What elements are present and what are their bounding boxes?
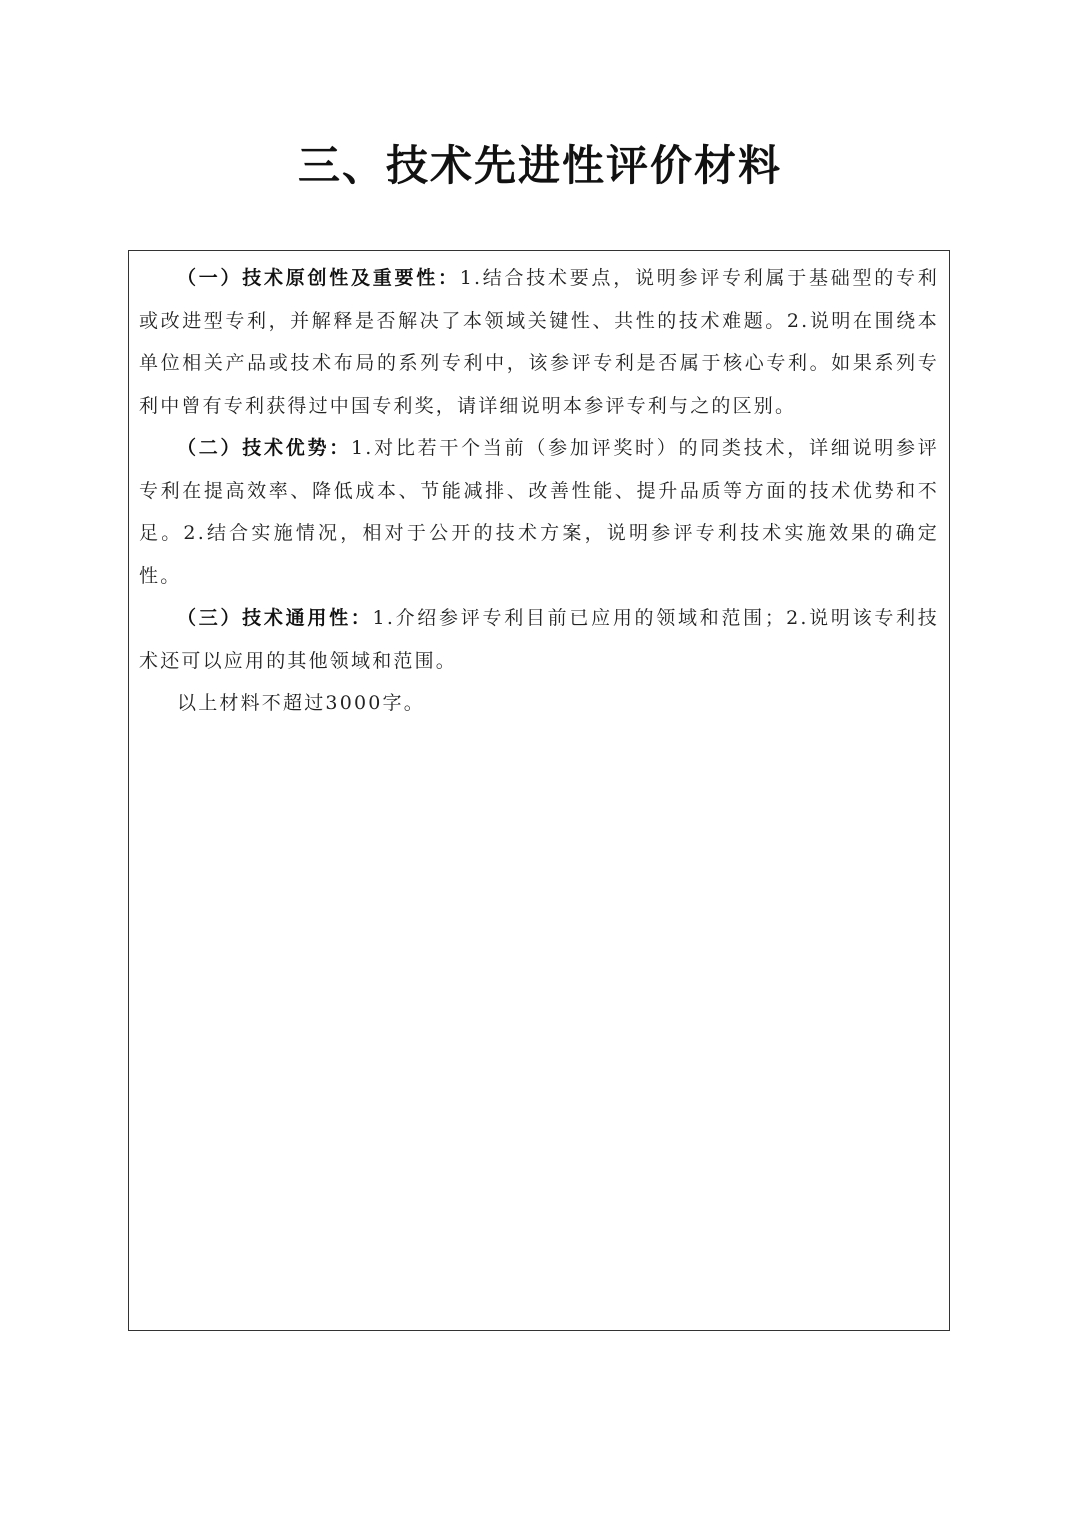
section-body: 1.结合技术要点，说明参评专利属于基础型的专利或改进型专利，并解释是否解决了本领域关键性、共性的技术难题。2.说明在围绕本单位相关产品或技术布局的系列专利中，该参评专利是否属于核心专利。如果系列专利中曾有专利获得过中国专利奖，请详细说明本参评专利与之的区别。: [139, 267, 939, 417]
section-body: 1.介绍参评专利目前已应用的领域和范围；2.说明该专利技术还可以应用的其他领域和范围。: [139, 607, 939, 672]
section-heading: （一）技术原创性及重要性：: [177, 267, 460, 289]
section-generality: [139, 597, 939, 682]
section-body: 1.对比若干个当前（参加评奖时）的同类技术，详细说明参评专利在提高效率、降低成本、节能减排、改善性能、提升品质等方面的技术优势和不足。2.结合实施情况，相对于公开的技术方案，说明参评专利技术实施效果的确定性。: [139, 437, 939, 587]
content-box: [128, 250, 950, 1331]
section-heading: （三）技术通用性：: [177, 607, 373, 629]
word-limit-note: 以上材料不超过3000字。: [177, 692, 425, 714]
section-originality: [139, 257, 939, 427]
section-advantage: [139, 427, 939, 597]
section-heading: （二）技术优势：: [177, 437, 351, 459]
page-title: 三、技术先进性评价材料: [297, 141, 782, 190]
